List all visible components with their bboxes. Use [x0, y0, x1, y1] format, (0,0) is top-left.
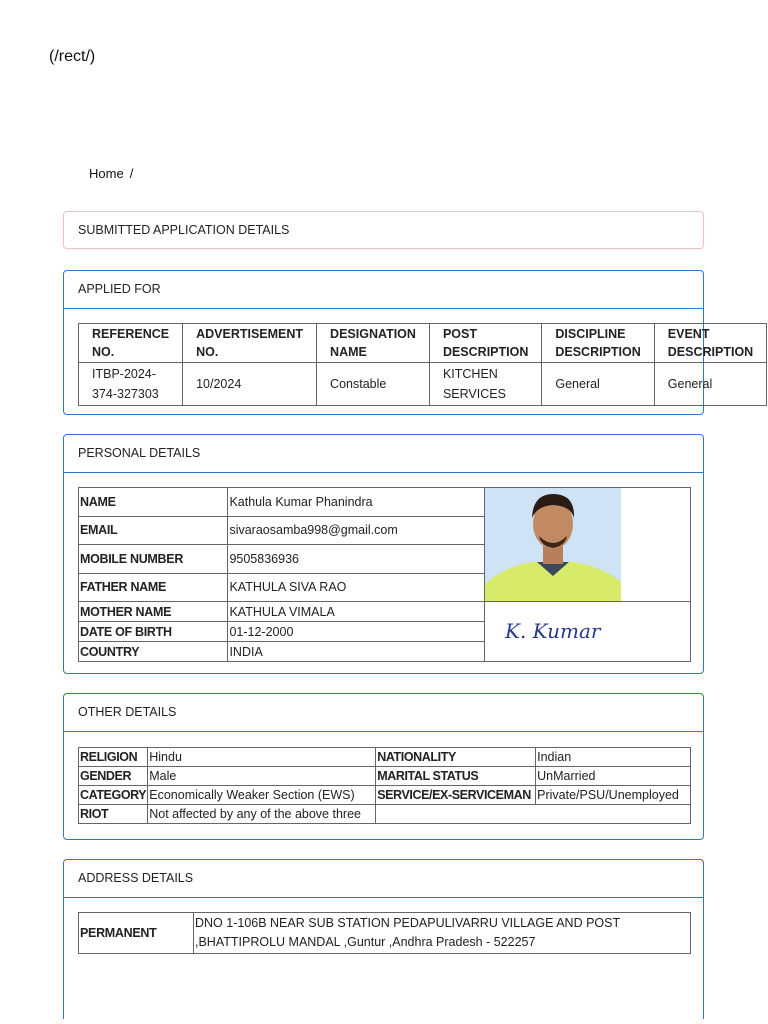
breadcrumb [89, 166, 133, 181]
label-date-of-birth: DATE OF BIRTH [79, 622, 228, 642]
page-top-label: (/rect/) [49, 48, 96, 65]
label-country: COUNTRY [79, 642, 228, 662]
table-row [79, 767, 691, 786]
other-details-table [78, 747, 691, 824]
cell-discipline-description: General [542, 363, 654, 406]
label-service: SERVICE/EX-SERVICEMAN [376, 786, 536, 805]
other-details-title: OTHER DETAILS [64, 694, 703, 732]
cell-advertisement-no: 10/2024 [183, 363, 317, 406]
label-email: EMAIL [79, 516, 228, 545]
value-nationality: Indian [536, 748, 691, 767]
value-father-name: KATHULA SIVA RAO [228, 573, 484, 602]
breadcrumb-home-link[interactable]: Home [89, 166, 124, 181]
personal-details-title: PERSONAL DETAILS [64, 435, 703, 473]
label-mother-name: MOTHER NAME [79, 602, 228, 622]
value-date-of-birth: 01-12-2000 [228, 622, 484, 642]
label-nationality: NATIONALITY [376, 748, 536, 767]
empty-cell [376, 805, 691, 824]
applied-for-table [78, 323, 767, 406]
label-name: NAME [79, 488, 228, 517]
col-header-designation-name: DESIGNATION NAME [317, 324, 430, 363]
label-category: CATEGORY [79, 786, 148, 805]
label-marital-status: MARITAL STATUS [376, 767, 536, 786]
cell-reference-no: ITBP-2024-374-327303 [79, 363, 183, 406]
table-row [79, 805, 691, 824]
breadcrumb-separator: / [129, 166, 134, 181]
col-header-advertisement-no: ADVERTISEMENT NO. [183, 324, 317, 363]
cell-post-description: KITCHEN SERVICES [429, 363, 541, 406]
submitted-application-header: SUBMITTED APPLICATION DETAILS [63, 211, 704, 249]
label-riot: RIOT [79, 805, 148, 824]
value-mobile-number: 9505836936 [228, 545, 484, 574]
value-category: Economically Weaker Section (EWS) [148, 786, 376, 805]
table-row [79, 748, 691, 767]
address-details-title: ADDRESS DETAILS [64, 860, 703, 898]
signature-cell [484, 602, 690, 662]
personal-details-table [78, 487, 691, 662]
applicant-signature [485, 604, 621, 659]
value-mother-name: KATHULA VIMALA [228, 602, 484, 622]
label-permanent-address: PERMANENT [79, 913, 194, 954]
signature-text: K. Kumar [504, 619, 601, 643]
cell-designation-name: Constable [317, 363, 430, 406]
value-name: Kathula Kumar Phanindra [228, 488, 484, 517]
table-row [79, 488, 691, 517]
col-header-reference-no: REFERENCE NO. [79, 324, 183, 363]
applicant-photo [485, 488, 621, 601]
photo-cell [484, 488, 621, 602]
value-marital-status: UnMarried [536, 767, 691, 786]
table-row [79, 913, 691, 954]
label-father-name: FATHER NAME [79, 573, 228, 602]
value-religion: Hindu [148, 748, 376, 767]
label-mobile-number: MOBILE NUMBER [79, 545, 228, 574]
value-country: INDIA [228, 642, 484, 662]
col-header-event-description: EVENT DESCRIPTION [654, 324, 766, 363]
table-header-row [79, 324, 767, 363]
applied-for-title: APPLIED FOR [64, 271, 703, 309]
col-header-post-description: POST DESCRIPTION [429, 324, 541, 363]
photo-blank-cell [621, 488, 691, 602]
address-details-table [78, 912, 691, 954]
value-gender: Male [148, 767, 376, 786]
table-row [79, 363, 767, 406]
value-email: sivaraosamba998@gmail.com [228, 516, 484, 545]
value-riot: Not affected by any of the above three [148, 805, 376, 824]
cell-event-description: General [654, 363, 766, 406]
value-permanent-address: DNO 1-106B NEAR SUB STATION PEDAPULIVARRU VILLAGE AND POST ,BHATTIPROLU MANDAL ,Guntur ,Andhra Pradesh - 522257 [194, 913, 691, 954]
table-row [79, 786, 691, 805]
table-row [79, 602, 691, 622]
label-gender: GENDER [79, 767, 148, 786]
label-religion: RELIGION [79, 748, 148, 767]
value-service: Private/PSU/Unemployed [536, 786, 691, 805]
col-header-discipline-description: DISCIPLINE DESCRIPTION [542, 324, 654, 363]
